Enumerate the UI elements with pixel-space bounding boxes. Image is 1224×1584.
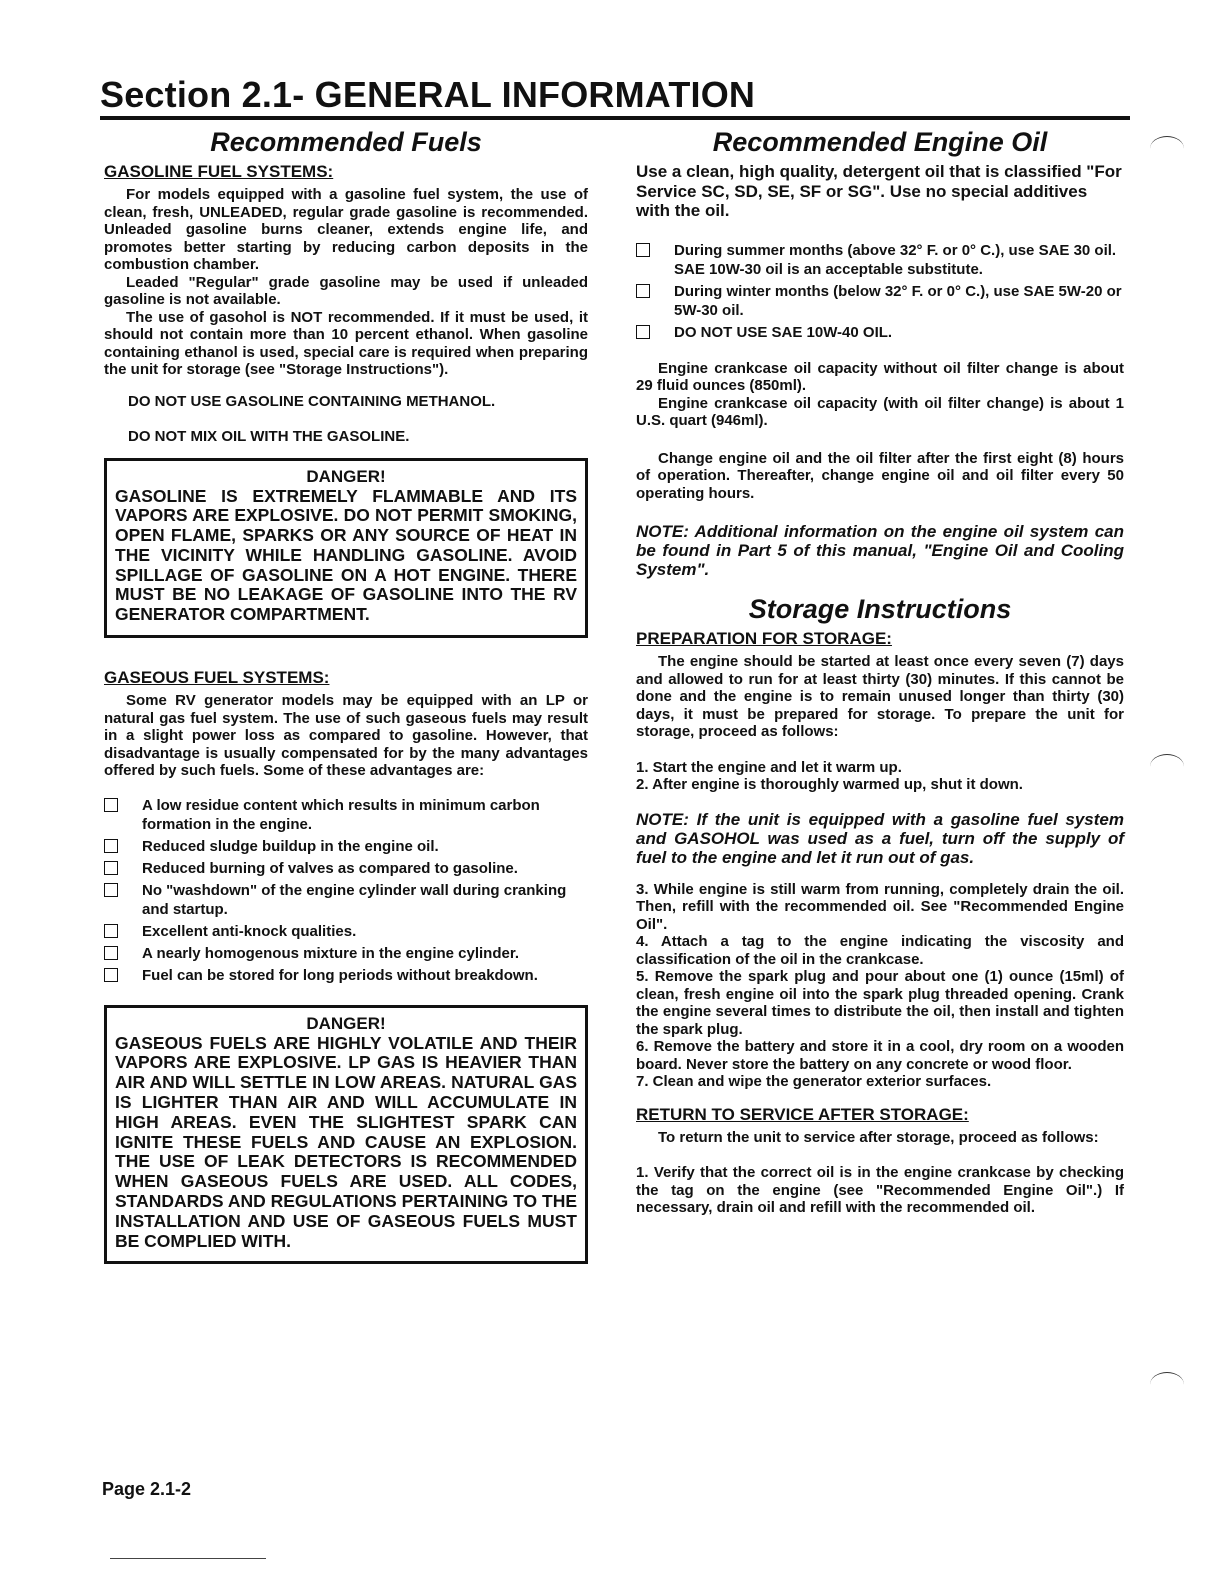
right-column xyxy=(636,126,1124,1217)
advantages-list xyxy=(104,796,588,985)
list-item: 1. Start the engine and let it warm up. xyxy=(636,758,902,776)
checkbox-icon xyxy=(636,325,650,339)
page-title: Section 2.1- GENERAL INFORMATION xyxy=(100,74,756,115)
preparation-paragraph: The engine should be started at least once every seven (7) days and allowed to run for at least thirty (30) minutes. If this cannot be done and the engine is to remain unused longer than thirty (30) days, it must be prepared for storage. To prepare the unit for storage, proceed as follows: xyxy=(636,653,1124,740)
checkbox-icon xyxy=(636,243,650,257)
danger-box-gasoline xyxy=(104,458,588,639)
checkbox-icon xyxy=(104,883,118,897)
list-item: A low residue content which results in minimum carbon formation in the engine. xyxy=(104,796,588,834)
list-item: DO NOT USE SAE 10W-40 OIL. xyxy=(636,323,1124,342)
storage-steps-b xyxy=(636,881,1124,1091)
checkbox-icon xyxy=(104,861,118,875)
storage-steps-a xyxy=(636,759,1124,794)
list-item: Reduced sludge buildup in the engine oil. xyxy=(104,837,588,856)
left-column xyxy=(104,126,588,1264)
preparation-for-storage-heading: PREPARATION FOR STORAGE: xyxy=(636,629,892,648)
binder-hole-mark xyxy=(1150,136,1184,161)
oil-recommendations-list xyxy=(636,241,1124,342)
oil-capacity-with-filter: Engine crankcase oil capacity (with oil filter change) is about 1 U.S. quart (946ml). xyxy=(636,394,1124,429)
checkbox-icon xyxy=(104,946,118,960)
title-rule xyxy=(100,116,1130,120)
oil-intro: Use a clean, high quality, detergent oil that is classified "For Service SC, SD, SE, SF or SG". Use no special additives with the oil. xyxy=(636,162,1122,220)
oil-change-interval: Change engine oil and the oil filter after the first eight (8) hours of operation. Thereafter, change engine oil and oil filter every 50 operating hours. xyxy=(636,449,1124,502)
checkbox-icon xyxy=(104,924,118,938)
gasohol-note: NOTE: If the unit is equipped with a gasoline fuel system and GASOHOL was used as a fuel, turn off the supply of fuel to the engine and let it run out of gas. xyxy=(636,809,1124,867)
list-item: 3. While engine is still warm from running, completely drain the oil. Then, refill with the recommended oil. See "Recommended Engine Oil". xyxy=(636,880,1124,933)
gaseous-fuel-systems-heading: GASEOUS FUEL SYSTEMS: xyxy=(104,668,330,688)
return-paragraph: To return the unit to service after storage, proceed as follows: xyxy=(658,1128,1099,1146)
list-item: 2. After engine is thoroughly warmed up, shut it down. xyxy=(636,776,1023,793)
storage-instructions-heading: Storage Instructions xyxy=(748,594,1012,624)
bottom-rule xyxy=(110,1558,266,1559)
binder-hole-mark xyxy=(1150,754,1184,779)
oil-capacity-without-filter: Engine crankcase oil capacity without oil filter change is about 29 fluid ounces (850ml). xyxy=(636,359,1124,394)
oil-note: NOTE: Additional information on the engine oil system can be found in Part 5 of this manual, "Engine Oil and Cooling System". xyxy=(636,522,1124,579)
list-item: Reduced burning of valves as compared to gasoline. xyxy=(104,859,588,878)
binder-hole-mark xyxy=(1150,1372,1184,1397)
recommended-engine-oil-heading: Recommended Engine Oil xyxy=(712,127,1048,157)
list-item: During summer months (above 32° F. or 0° C.), use SAE 30 oil. SAE 10W-30 oil is an acceptable substitute. xyxy=(636,241,1124,279)
list-item: 7. Clean and wipe the generator exterior surfaces. xyxy=(636,1073,992,1090)
gasoline-paragraph-3: The use of gasohol is NOT recommended. If it must be used, it should not contain more than 10 percent ethanol. When gasoline containing ethanol is used, special care is required when preparing the unit for storage (see "Storage Instructions"). xyxy=(104,308,588,378)
danger-box-gaseous xyxy=(104,1005,588,1265)
gasoline-paragraph-2: Leaded "Regular" grade gasoline may be used if unleaded gasoline is not available. xyxy=(104,273,588,308)
return-to-service-heading: RETURN TO SERVICE AFTER STORAGE: xyxy=(636,1104,969,1124)
list-item: Excellent anti-knock qualities. xyxy=(104,922,588,941)
list-item: Fuel can be stored for long periods without breakdown. xyxy=(104,966,588,985)
gasoline-paragraph-1: For models equipped with a gasoline fuel system, the use of clean, fresh, UNLEADED, regular grade gasoline is recommended. Unleaded gasoline burns cleaner, extends engine life, and promotes better starting by reducing carbon deposits in the combustion chamber. xyxy=(104,186,588,273)
danger-heading: DANGER! xyxy=(306,1013,386,1033)
recommended-fuels-heading: Recommended Fuels xyxy=(210,127,482,157)
list-item: 5. Remove the spark plug and pour about one (1) ounce (15ml) of clean, fresh engine oil into the spark plug threaded opening. Crank the engine several times to distribute the oil, then install and tighten the spark plug. xyxy=(636,968,1124,1038)
no-mix-warning: DO NOT MIX OIL WITH THE GASOLINE. xyxy=(128,428,410,445)
gaseous-paragraph: Some RV generator models may be equipped with an LP or natural gas fuel system. The use of such gaseous fuels may result in a slight power loss as compared to gasoline. However, that disadvantage is usually compensated for by the many advantages offered by such fuels. Some of these advantages are: xyxy=(104,692,588,780)
danger-heading: DANGER! xyxy=(306,466,386,486)
gasoline-fuel-systems-heading: GASOLINE FUEL SYSTEMS: xyxy=(104,162,334,181)
checkbox-icon xyxy=(104,839,118,853)
checkbox-icon xyxy=(104,968,118,982)
checkbox-icon xyxy=(104,798,118,812)
list-item: 4. Attach a tag to the engine indicating the viscosity and classification of the oil in the crankcase. xyxy=(636,933,1124,968)
list-item: 6. Remove the battery and store it in a cool, dry room on a wooden board. Never store the battery on any concrete or wood floor. xyxy=(636,1038,1124,1073)
checkbox-icon xyxy=(636,284,650,298)
list-item: A nearly homogenous mixture in the engine cylinder. xyxy=(104,944,588,963)
return-step-1: 1. Verify that the correct oil is in the engine crankcase by checking the tag on the engine (see "Recommended Engine Oil".) If necessary, drain oil and refill with the recommended oil. xyxy=(636,1164,1124,1216)
list-item: No "washdown" of the engine cylinder wall during cranking and startup. xyxy=(104,881,588,919)
danger-text: GASOLINE IS EXTREMELY FLAMMABLE AND ITS VAPORS ARE EXPLOSIVE. DO NOT PERMIT SMOKING, OPEN FLAME, SPARKS OR ANY SOURCE OF HEAT IN THE VICINITY WHILE HANDLING GASOLINE. AVOID SPILLAGE OF GASOLINE ON A HOT ENGINE. THERE MUST BE NO LEAKAGE OF GASOLINE INTO THE RV GENERATOR COMPARTMENT. xyxy=(115,485,577,625)
no-methanol-warning: DO NOT USE GASOLINE CONTAINING METHANOL. xyxy=(128,392,496,410)
list-item: During winter months (below 32° F. or 0° C.), use SAE 5W-20 or 5W-30 oil. xyxy=(636,282,1124,320)
page-number: Page 2.1-2 xyxy=(102,1479,192,1499)
danger-text: GASEOUS FUELS ARE HIGHLY VOLATILE AND THEIR VAPORS ARE EXPLOSIVE. LP GAS IS HEAVIER THAN AIR AND WILL SETTLE IN LOW AREAS. NATURAL GAS IS LIGHTER THAN AIR AND WILL ACCUMULATE IN HIGH AREAS. EVEN THE SLIGHTEST SPARK CAN IGNITE THESE FUELS AND CAUSE AN EXPLOSION. THE USE OF LEAK DETECTORS IS RECOMMENDED WHEN GASEOUS FUELS ARE USED. ALL CODES, STANDARDS AND REGULATIONS PERTAINING TO THE INSTALLATION AND USE OF GASEOUS FUELS MUST BE COMPLIED WITH. xyxy=(115,1032,577,1251)
